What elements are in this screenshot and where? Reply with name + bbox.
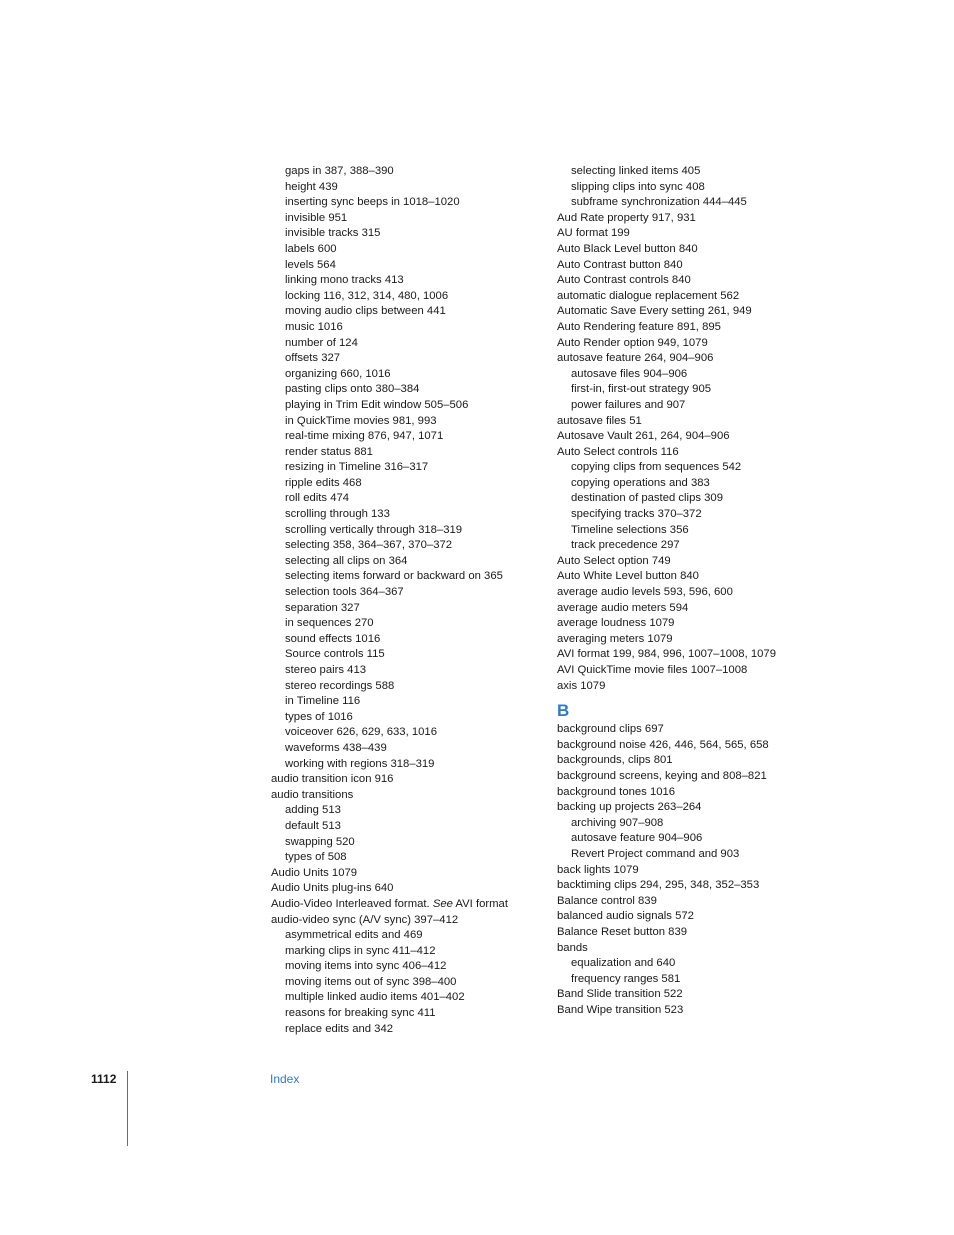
index-subentry: default 513	[285, 819, 341, 832]
index-entry: background tones 1016	[557, 785, 676, 798]
index-subentry: in Timeline 116	[285, 695, 361, 708]
index-entry: backtiming clips 294, 295, 348, 352–353	[557, 879, 760, 892]
index-subentry: inserting sync beeps in 1018–1020	[285, 196, 460, 209]
index-entry: autosave files 51	[557, 414, 642, 427]
index-subentry: scrolling through 133	[285, 508, 390, 521]
index-entry: Auto Black Level button 840	[557, 242, 698, 255]
index-subentry: organizing 660, 1016	[285, 367, 391, 380]
index-subentry: music 1016	[285, 320, 343, 333]
index-entry: AVI QuickTime movie files 1007–1008	[557, 664, 748, 676]
index-entry: axis 1079	[557, 679, 606, 692]
index-entry: Auto Select option 749	[557, 554, 671, 567]
index-subentry: height 439	[285, 180, 338, 193]
index-subentry: frequency ranges 581	[571, 972, 681, 985]
index-entry: average audio levels 593, 596, 600	[557, 586, 733, 599]
index-subentry: types of 508	[285, 851, 347, 864]
index-subentry: sound effects 1016	[285, 632, 381, 645]
index-entry: Auto Select controls 116	[557, 445, 679, 458]
index-subentry: pasting clips onto 380–384	[285, 383, 420, 396]
index-subentry: waveforms 438–439	[285, 741, 387, 754]
index-subentry: reasons for breaking sync 411	[285, 1007, 436, 1020]
see-target: AVI format	[452, 897, 508, 910]
index-subentry: separation 327	[285, 601, 360, 614]
index-subentry: subframe synchronization 444–445	[571, 196, 747, 209]
index-entry: backing up projects 263–264	[557, 801, 702, 814]
index-subentry: resizing in Timeline 316–317	[285, 461, 429, 474]
index-subentry: Revert Project command and 903	[571, 847, 740, 860]
index-entry: Band Slide transition 522	[557, 988, 683, 1001]
index-entry: Band Wipe transition 523	[557, 1003, 684, 1016]
index-subentry: types of 1016	[285, 710, 353, 723]
index-section-letter: B	[557, 701, 570, 721]
index-subentry: asymmetrical edits and 469	[285, 929, 423, 942]
index-subentry: number of 124	[285, 336, 358, 349]
see-reference: See	[432, 897, 453, 910]
index-entry: balanced audio signals 572	[557, 910, 694, 923]
index-entry: Audio Units 1079	[271, 866, 358, 879]
index-subentry: slipping clips into sync 408	[571, 180, 705, 193]
index-entry: Auto Contrast button 840	[557, 258, 683, 271]
index-entry: AVI format 199, 984, 996, 1007–1008, 1079	[557, 648, 776, 661]
index-entry: Audio Units plug-ins 640	[271, 882, 394, 895]
index-subentry: render status 881	[285, 445, 373, 458]
index-subentry: invisible 951	[285, 211, 348, 224]
index-subentry: stereo pairs 413	[285, 664, 367, 676]
index-entry: Balance control 839	[557, 894, 657, 907]
index-subentry: linking mono tracks 413	[285, 274, 404, 287]
index-entry: audio transition icon 916	[271, 773, 394, 786]
index-subentry: destination of pasted clips 309	[571, 492, 723, 505]
index-subentry: moving items out of sync 398–400	[285, 975, 457, 988]
index-subentry: equalization and 640	[571, 957, 676, 970]
index-entry: automatic dialogue replacement 562	[557, 289, 740, 302]
index-entry: averaging meters 1079	[557, 632, 673, 645]
footer-divider	[127, 1071, 128, 1146]
index-entry: Auto White Level button 840	[557, 570, 699, 583]
index-subentry: Source controls 115	[285, 648, 385, 661]
index-subentry: stereo recordings 588	[285, 679, 395, 692]
index-subentry: working with regions 318–319	[285, 757, 435, 770]
index-entry: background noise 426, 446, 564, 565, 658	[557, 738, 769, 751]
index-subentry: adding 513	[285, 804, 341, 817]
index-subentry: moving items into sync 406–412	[285, 960, 447, 973]
index-entry: backgrounds, clips 801	[557, 754, 673, 767]
index-subentry: archiving 907–908	[571, 816, 664, 829]
index-column-right	[557, 164, 817, 1018]
index-entry	[271, 897, 543, 913]
index-subentry: selecting all clips on 364	[285, 554, 408, 567]
index-subentry: selecting 358, 364–367, 370–372	[285, 539, 453, 552]
index-subentry: real-time mixing 876, 947, 1071	[285, 430, 444, 443]
index-subentry: in sequences 270	[285, 617, 374, 630]
index-subentry: playing in Trim Edit window 505–506	[285, 398, 469, 411]
index-subentry: locking 116, 312, 314, 480, 1006	[285, 289, 449, 302]
index-subentry: labels 600	[285, 242, 337, 255]
index-entry: average audio meters 594	[557, 601, 689, 614]
index-entry: autosave feature 264, 904–906	[557, 352, 714, 365]
index-entry: average loudness 1079	[557, 617, 675, 630]
index-entry: back lights 1079	[557, 863, 639, 876]
index-subentry: invisible tracks 315	[285, 227, 381, 240]
index-entry: Automatic Save Every setting 261, 949	[557, 305, 752, 318]
index-entry: Balance Reset button 839	[557, 925, 688, 938]
index-entry-text: Audio-Video Interleaved format.	[271, 897, 433, 910]
index-entry: background screens, keying and 808–821	[557, 769, 767, 782]
index-subentry: specifying tracks 370–372	[571, 508, 702, 521]
index-entry: bands	[557, 941, 588, 954]
index-subentry: marking clips in sync 411–412	[285, 944, 436, 957]
index-subentry: first-in, first-out strategy 905	[571, 383, 712, 396]
index-subentry: moving audio clips between 441	[285, 305, 446, 318]
index-subentry: autosave feature 904–906	[571, 832, 703, 845]
index-entry: background clips 697	[557, 723, 664, 736]
index-entry: Auto Contrast controls 840	[557, 274, 691, 287]
index-subentry: selection tools 364–367	[285, 586, 404, 599]
index-subentry: Timeline selections 356	[571, 523, 689, 536]
index-entry: AU format 199	[557, 227, 630, 240]
index-subentry: copying operations and 383	[571, 476, 710, 489]
index-subentry: gaps in 387, 388–390	[285, 165, 394, 177]
footer-section-label: Index	[270, 1072, 300, 1086]
index-subentry: selecting linked items 405	[571, 165, 701, 177]
index-entry: Auto Render option 949, 1079	[557, 336, 708, 349]
index-subentry: in QuickTime movies 981, 993	[285, 414, 437, 427]
page-number: 1112	[91, 1072, 117, 1086]
index-subentry: selecting items forward or backward on 365	[285, 570, 503, 583]
index-subentry: ripple edits 468	[285, 476, 362, 489]
index-subentry: power failures and 907	[571, 398, 686, 411]
index-entry: Autosave Vault 261, 264, 904–906	[557, 430, 730, 443]
index-entry: Auto Rendering feature 891, 895	[557, 320, 721, 333]
index-subentry: copying clips from sequences 542	[571, 461, 742, 474]
index-column-left	[271, 164, 543, 1037]
index-subentry: track precedence 297	[571, 539, 680, 552]
index-subentry: autosave files 904–906	[571, 367, 688, 380]
index-entry: audio-video sync (A/V sync) 397–412	[271, 913, 459, 926]
index-subentry: multiple linked audio items 401–402	[285, 991, 465, 1004]
index-subentry: swapping 520	[285, 835, 355, 848]
index-subentry: voiceover 626, 629, 633, 1016	[285, 726, 437, 739]
index-subentry: scrolling vertically through 318–319	[285, 523, 463, 536]
index-subentry: replace edits and 342	[285, 1022, 394, 1035]
index-subentry: levels 564	[285, 258, 336, 271]
index-entry: audio transitions	[271, 788, 354, 801]
index-entry: Aud Rate property 917, 931	[557, 211, 696, 224]
index-subentry: roll edits 474	[285, 492, 350, 505]
index-subentry: offsets 327	[285, 352, 341, 365]
